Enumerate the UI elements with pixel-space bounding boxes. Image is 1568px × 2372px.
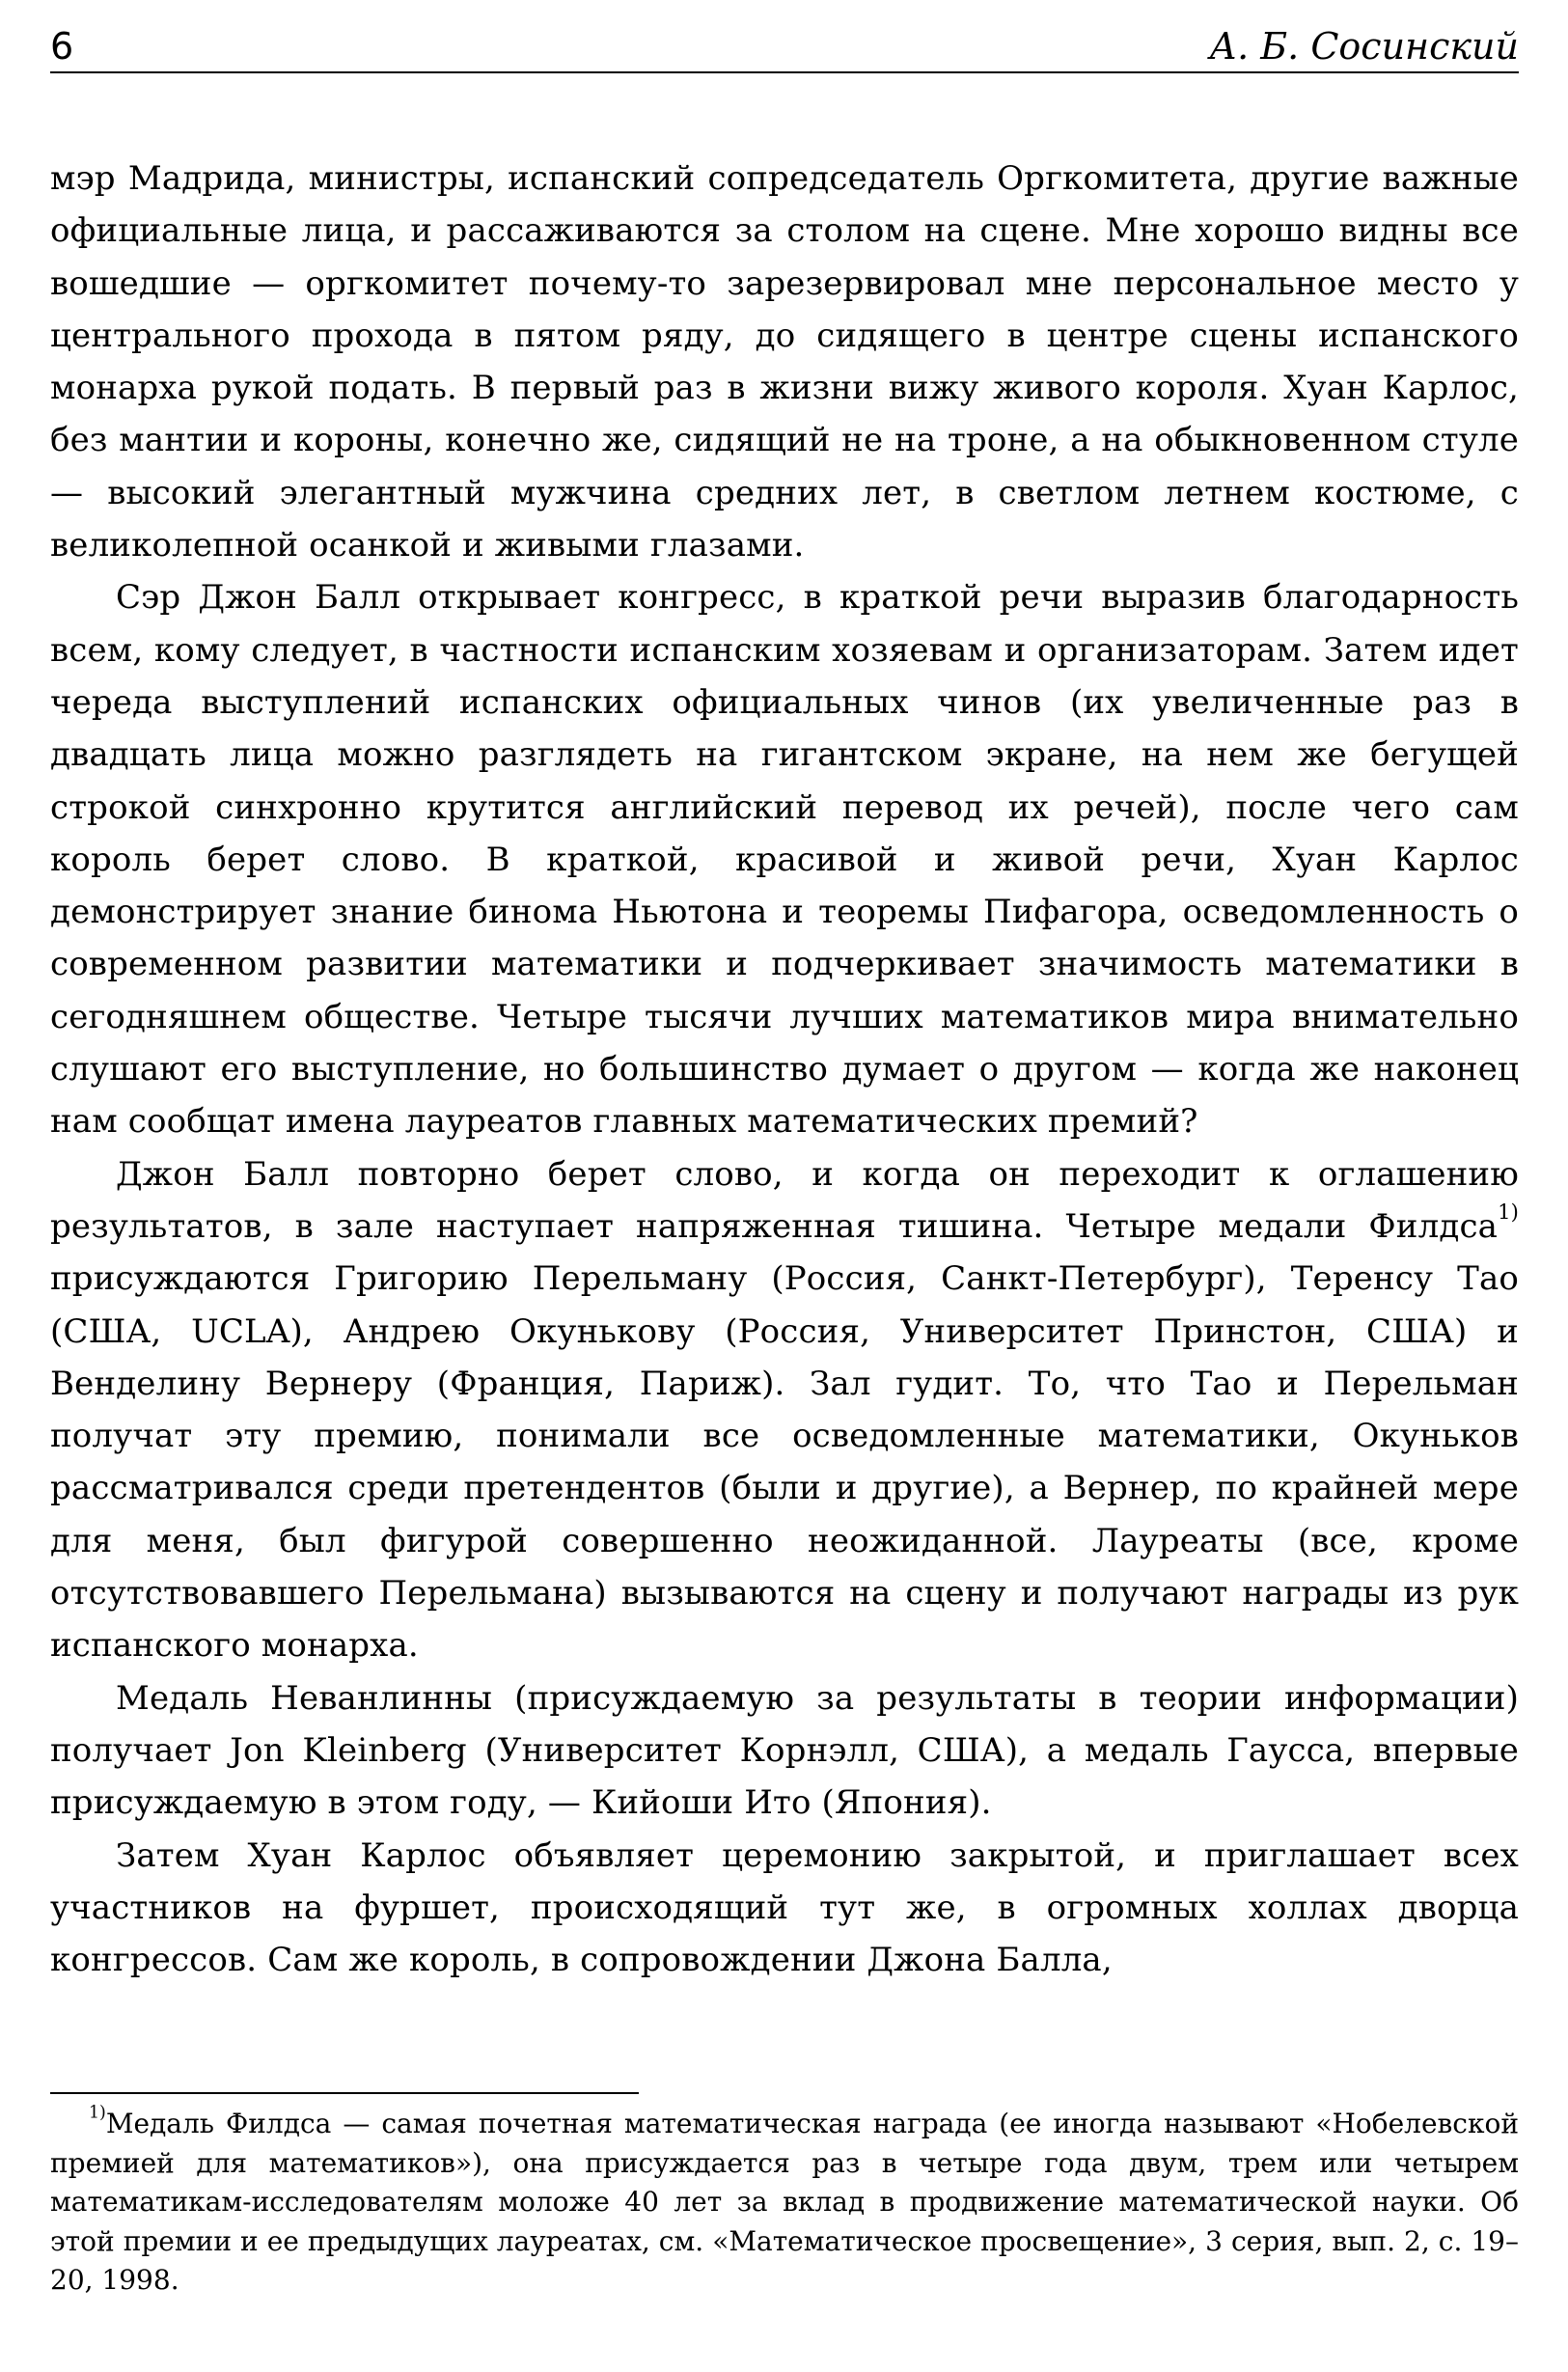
footnote-reference: 1) — [1498, 1199, 1519, 1224]
running-head-author: А. Б. Сосинский — [1209, 25, 1519, 68]
footnote-1 — [50, 2105, 1519, 2301]
page-number: 6 — [50, 25, 74, 68]
paragraph-4: Медаль Неванлинны (присуждаемую за результаты в теории информации) получает Jon Kleinberg (Университет Корнэлл, США), а медаль Гаусса, впервые присуждаемую в этом году, — Кийоши Ито (Япония). — [50, 1678, 1519, 1823]
footnote-separator — [50, 2092, 639, 2094]
main-text — [50, 152, 1519, 1986]
footnote-mark: 1) — [89, 2103, 106, 2123]
paragraph-3 — [50, 1148, 1519, 1672]
paragraph-3-end: присуждаются Григорию Перельману (Россия, Санкт-Петербург), Теренсу Тао (США, UCLA), Андрею Окунькову (Россия, Университет Принстон, США) и Венделину Вернеру (Франция, Париж). Зал гудит. То, что Тао и Перельман получат эту премию, понимали все осведомленные математики, Окуньков рассматривался среди претендентов (были и другие), а Вернер, по крайней мере для меня, был фигурой совершенно неожиданной. Лауреаты (все, кроме отсутствовавшего Перельмана) вызываются на сцену и получают награды из рук испанского монарха. — [50, 1259, 1519, 1666]
footnote-text: Медаль Филдса — самая почетная математическая награда (ее иногда называют «Нобелевской премией для математиков»), она присуждается раз в четыре года двум, трем или четырем математикам-исследователям моложе 40 лет за вклад в продвижение математической науки. Об этой премии и ее предыдущих лауреатах, см. «Математическое просвещение», 3 серия, вып. 2, с. 19–20, 1998. — [50, 2108, 1519, 2296]
page-header — [50, 27, 1519, 73]
footnote — [50, 2105, 1519, 2301]
paragraph-1: мэр Мадрида, министры, испанский сопредседатель Оргкомитета, другие важные официальные лица, и рассаживаются за столом на сцене. Мне хорошо видны все вошедшие — оргкомитет почему-то зарезервировал мне персональное место у центрального прохода в пятом ряду, до сидящего в центре сцены испанского монарха рукой подать. В первый раз в жизни вижу живого короля. Хуан Карлос, без мантии и короны, конечно же, сидящий не на троне, а на обыкновенном стуле — высокий элегантный мужчина средних лет, в светлом летнем костюме, с великолепной осанкой и живыми глазами. — [50, 159, 1519, 565]
paragraph-3-start: Джон Балл повторно берет слово, и когда он переходит к оглашению результатов, в зале наступает напряженная тишина. Четыре медали Филдса — [50, 1154, 1519, 1246]
paragraph-2: Сэр Джон Балл открывает конгресс, в краткой речи выразив благодарность всем, кому следует, в частности испанским хозяевам и организаторам. Затем идет череда выступлений испанских официальных чинов (их увеличенные раз в двадцать лица можно разглядеть на гигантском экране, на нем же бегущей строкой синхронно крутится английский перевод их речей), после чего сам король берет слово. В краткой, красивой и живой речи, Хуан Карлос демонстрирует знание бинома Ньютона и теоремы Пифагора, осведомленность о современном развитии математики и подчеркивает значимость математики в сегодняшнем обществе. Четыре тысячи лучших математиков мира внимательно слушают его выступление, но большинство думает о другом — когда же наконец нам сообщат имена лауреатов главных математических премий? — [50, 578, 1519, 1142]
book-page — [50, 0, 1519, 2372]
paragraph-5: Затем Хуан Карлос объявляет церемонию закрытой, и приглашает всех участников на фуршет, происходящий тут же, в огромных холлах дворца конгрессов. Сам же король, в сопровождении Джона Балла, — [50, 1835, 1519, 1980]
